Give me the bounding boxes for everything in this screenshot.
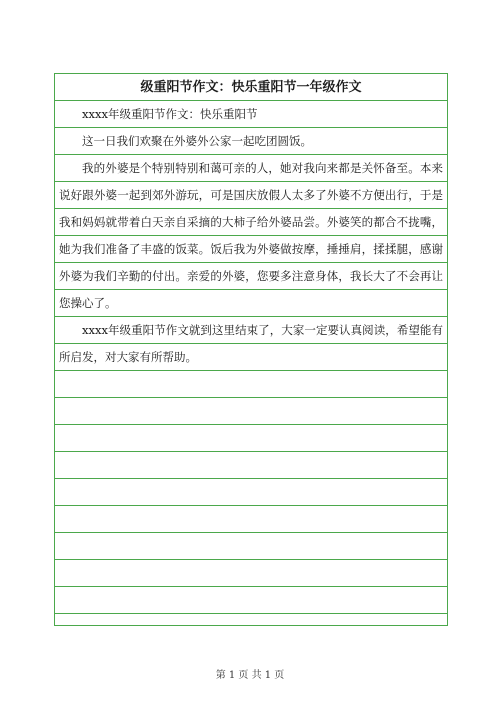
essay-heading-line: xxxx年级重阳节作文：快乐重阳节 bbox=[82, 107, 258, 121]
ruled-line bbox=[55, 479, 447, 506]
ruled-line bbox=[55, 371, 447, 398]
essay-paragraph: xxxx年级重阳节作文就到这里结束了，大家一定要认真阅读，希望能有所启发，对大家有所帮助。 bbox=[59, 323, 443, 364]
ruled-line bbox=[55, 587, 447, 614]
ruled-line bbox=[55, 506, 447, 533]
page-number-footer: 第 1 页 共 1 页 bbox=[215, 670, 285, 681]
ruled-line bbox=[55, 533, 447, 560]
ruled-line bbox=[55, 452, 447, 479]
essay-paragraph: 这一日我们欢聚在外婆外公家一起吃团圆饭。 bbox=[82, 134, 312, 148]
ruled-line bbox=[55, 560, 447, 587]
lined-essay-sheet bbox=[54, 73, 448, 626]
ruled-line bbox=[55, 425, 447, 452]
ruled-line bbox=[55, 398, 447, 425]
essay-body bbox=[55, 101, 447, 371]
essay-paragraph: 我的外婆是个特别特别和蔼可亲的人，她对我向来都是关怀备至。本来说好跟外婆一起到郊外游玩，可是国庆放假人太多了外婆不方便出行，于是我和妈妈就带着白天亲自采摘的大柿子给外婆品尝。外婆笑的都合不拢嘴，她为我们准备了丰盛的饭菜。饭后我为外婆做按摩，捶捶肩，揉揉腿，感谢外婆为我们辛勤的付出。亲爱的外婆，您要多注意身体，我长大了不会再让您操心了。 bbox=[59, 161, 443, 310]
essay-title: 级重阳节作文：快乐重阳节一年级作文 bbox=[55, 74, 447, 101]
